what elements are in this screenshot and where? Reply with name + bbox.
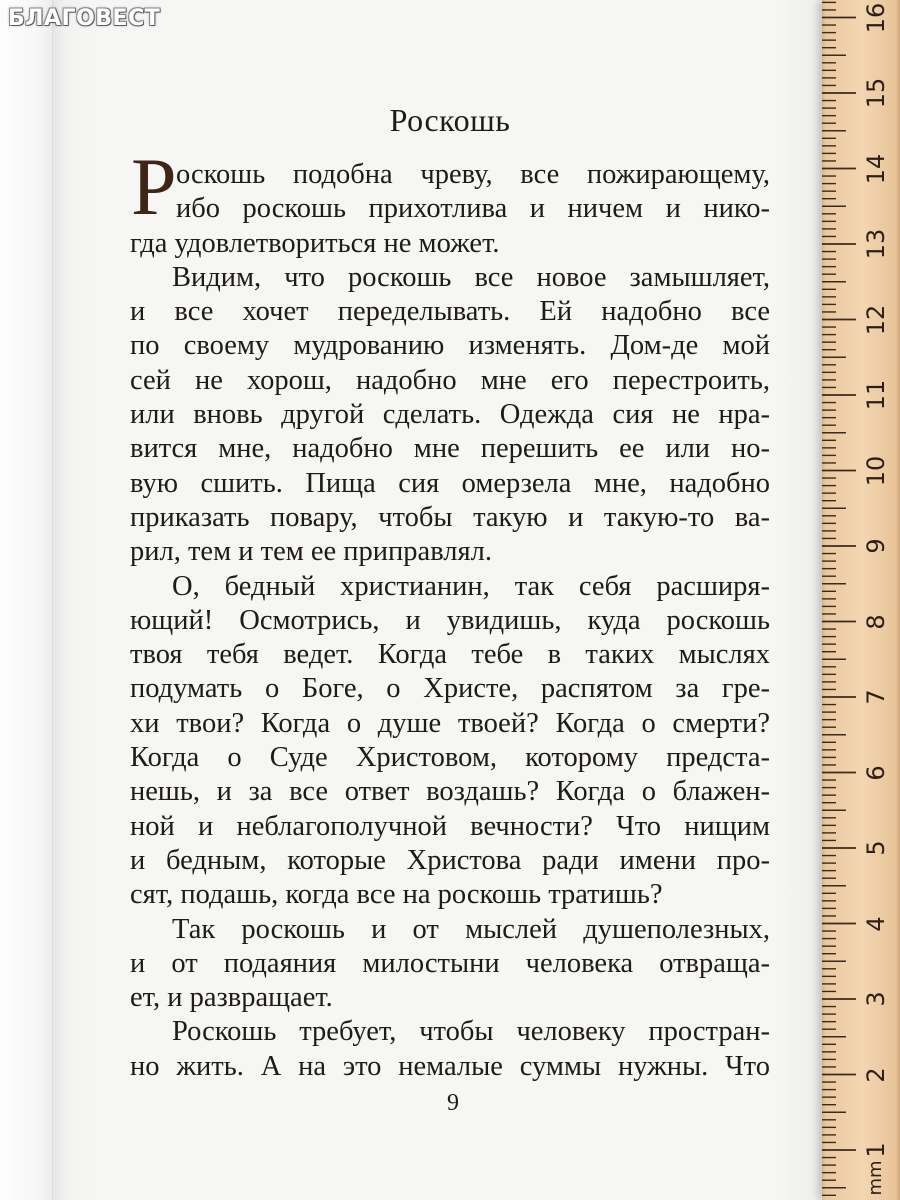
ruler-label: 9 xyxy=(862,538,890,554)
text-line: твоя тебя ведет. Когда тебе в таких мыслях xyxy=(130,639,770,671)
ruler-label: 8 xyxy=(862,613,890,630)
text-line: О, бедный христианин, так себя расширя- xyxy=(172,570,770,602)
ruler-label: 10 xyxy=(862,455,890,486)
text-line: ет, и развращает. xyxy=(130,982,333,1014)
ruler-label: 12 xyxy=(862,304,890,335)
ruler-unit-label: mm xyxy=(865,1160,886,1196)
text-line: сей не хорош, надобно мне его перестроить, xyxy=(130,364,770,396)
ruler-label: 5 xyxy=(862,840,890,856)
text-line: вую сшить. Пища сия омерзела мне, надобно xyxy=(130,467,770,499)
ruler-label: 2 xyxy=(862,1066,890,1083)
text-line: вится мне, надобно мне перешить ее или но- xyxy=(130,433,770,465)
ruler-label: 13 xyxy=(862,228,890,260)
page-number: 9 xyxy=(447,1090,459,1116)
ruler xyxy=(822,0,900,1200)
text-line: подумать о Боге, о Христе, распятом за гре- xyxy=(130,673,770,705)
text-line: ибо роскошь прихотлива и ничем и нико- xyxy=(176,193,770,225)
text-line: оскошь подобна чреву, все пожирающему, xyxy=(176,159,770,190)
text-line: Так роскошь и от мыслей душеполезных, xyxy=(172,913,770,945)
text-line: или вновь другой сделать. Одежда сия не нра- xyxy=(130,399,770,431)
text-line: по своему мудрованию изменять. Дом-де мой xyxy=(130,330,770,362)
ruler-label: 6 xyxy=(862,764,890,781)
paragraph xyxy=(130,1015,770,1084)
ruler-label: 1 xyxy=(862,1142,890,1158)
text-line: приказать повару, чтобы такую и такую-то ва- xyxy=(130,501,770,533)
ruler-label: 3 xyxy=(862,991,890,1007)
text-line: рил, тем и тем ее приправлял. xyxy=(130,536,492,568)
text-line: сят, подашь, когда все на роскошь тратишь? xyxy=(130,879,663,911)
ruler-label: 4 xyxy=(862,915,890,932)
watermark: БЛАГОВЕСТ xyxy=(8,6,161,31)
ruler-label: 16 xyxy=(862,2,890,33)
text-line: нешь, и за все ответ воздашь? Когда о блажен- xyxy=(130,776,770,808)
ruler-label: 11 xyxy=(862,379,890,411)
text-line: Роскошь требует, чтобы человеку простран- xyxy=(172,1016,770,1048)
ruler-label: 14 xyxy=(862,153,890,184)
ruler-label: 15 xyxy=(862,77,890,109)
text-line: и все хочет переделывать. Ей надобно все xyxy=(130,296,770,328)
paragraph xyxy=(130,261,770,570)
text-line: Видим, что роскошь все новое замышляет, xyxy=(172,261,770,293)
text-line: ющий! Осмотрись, и увидишь, куда роскошь xyxy=(130,604,770,636)
paragraph xyxy=(130,570,770,913)
text-line: ной и неблагополучной вечности? Что нищим xyxy=(130,810,770,842)
text-line: гда удовлетвориться не может. xyxy=(130,227,500,259)
text-line: и бедным, которые Христова ради имени про- xyxy=(130,844,770,876)
paragraph xyxy=(130,141,770,261)
drop-cap: Р xyxy=(131,141,177,232)
text-line: и от подаяния милостыни человека отвраща- xyxy=(130,947,770,979)
adjacent-page-edge xyxy=(0,0,53,1200)
body-text xyxy=(130,141,770,1084)
text-line: хи твои? Когда о душе твоей? Когда о смерти? xyxy=(130,707,770,739)
paragraph xyxy=(130,913,770,1016)
text-line: но жить. А на это немалые суммы нужны. Что xyxy=(130,1050,770,1082)
ruler-label: 7 xyxy=(862,689,890,705)
chapter-title: Роскошь xyxy=(389,102,511,138)
text-line: Когда о Суде Христовом, которому предста- xyxy=(130,742,770,774)
